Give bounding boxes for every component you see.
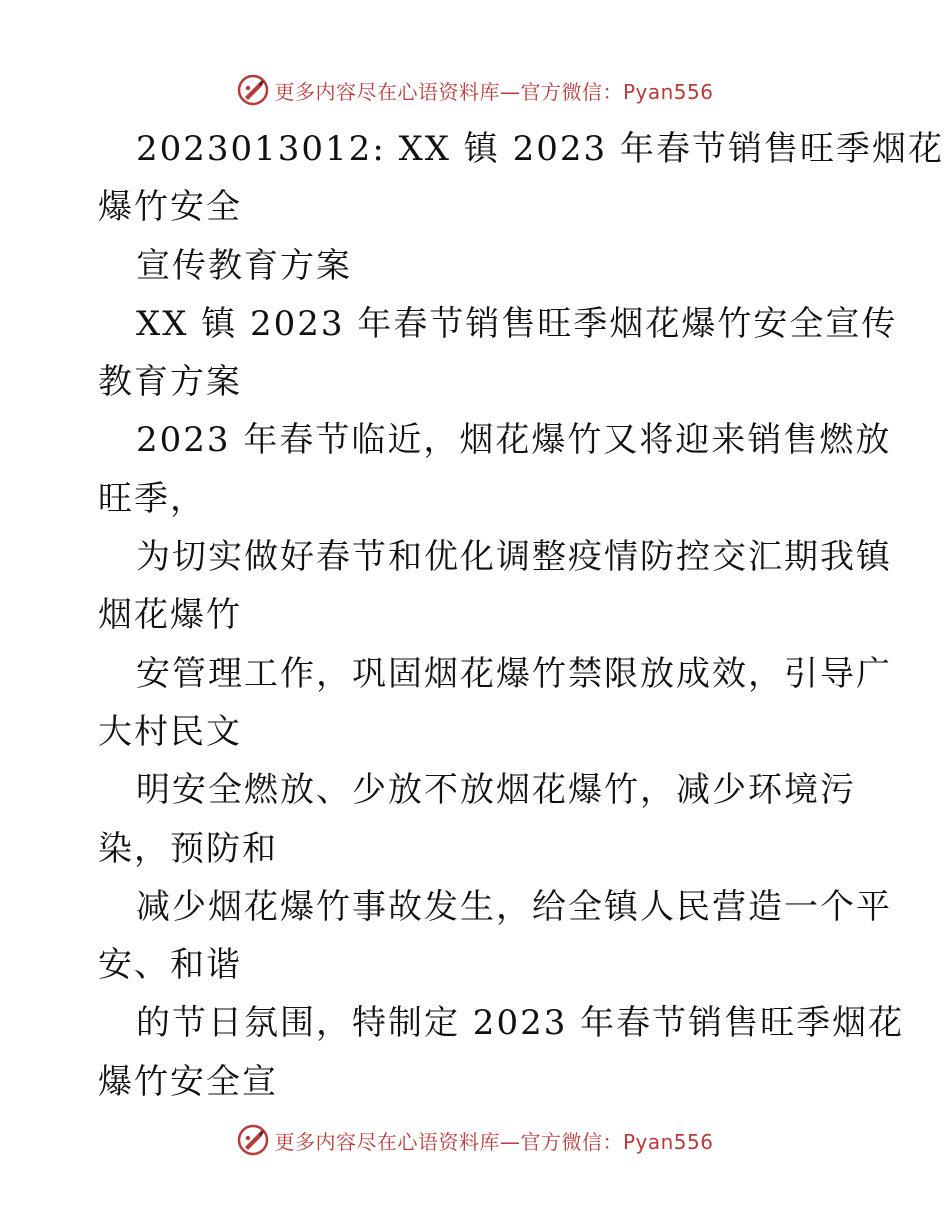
- text-line: 旺季，: [98, 478, 206, 519]
- text-line: 爆竹安全宣: [98, 1061, 278, 1102]
- text-line: 为切实做好春节和优化调整疫情防控交汇期我镇: [136, 537, 892, 578]
- text-line: 爆竹安全: [98, 187, 242, 228]
- text-line: 烟花爆竹: [98, 595, 242, 636]
- text-line: 减少烟花爆竹事故发生，给全镇人民营造一个平: [136, 886, 892, 927]
- watermark-text: 更多内容尽在心语资料库—官方微信：Pyan556: [274, 1129, 714, 1154]
- text-line: 明安全燃放、少放不放烟花爆竹，减少环境污: [136, 770, 856, 811]
- text-line: 安、和谐: [98, 945, 242, 986]
- text-line: 安管理工作，巩固烟花爆竹禁限放成效，引导广: [136, 653, 892, 694]
- watermark-footer: [0, 1120, 950, 1160]
- watermark-text: 更多内容尽在心语资料库—官方微信：Pyan556: [274, 79, 714, 104]
- text-line: 染，预防和: [98, 828, 278, 869]
- text-line: 教育方案: [98, 362, 242, 403]
- pen-logo-icon: [236, 73, 270, 107]
- text-line: 宣传教育方案: [136, 245, 352, 286]
- text-line: 2023013012: XX 镇 2023 年春节销售旺季烟花: [136, 129, 944, 169]
- text-line: 的节日氛围，特制定 2023 年春节销售旺季烟花: [136, 1003, 905, 1044]
- pen-logo-icon: [236, 1123, 270, 1157]
- text-line: XX 镇 2023 年春节销售旺季烟花爆竹安全宣传: [136, 303, 898, 344]
- watermark-header: [0, 70, 950, 110]
- text-line: 2023 年春节临近，烟花爆竹又将迎来销售燃放: [136, 420, 892, 461]
- text-line: 大村民文: [98, 711, 242, 752]
- document-body: [98, 120, 944, 1111]
